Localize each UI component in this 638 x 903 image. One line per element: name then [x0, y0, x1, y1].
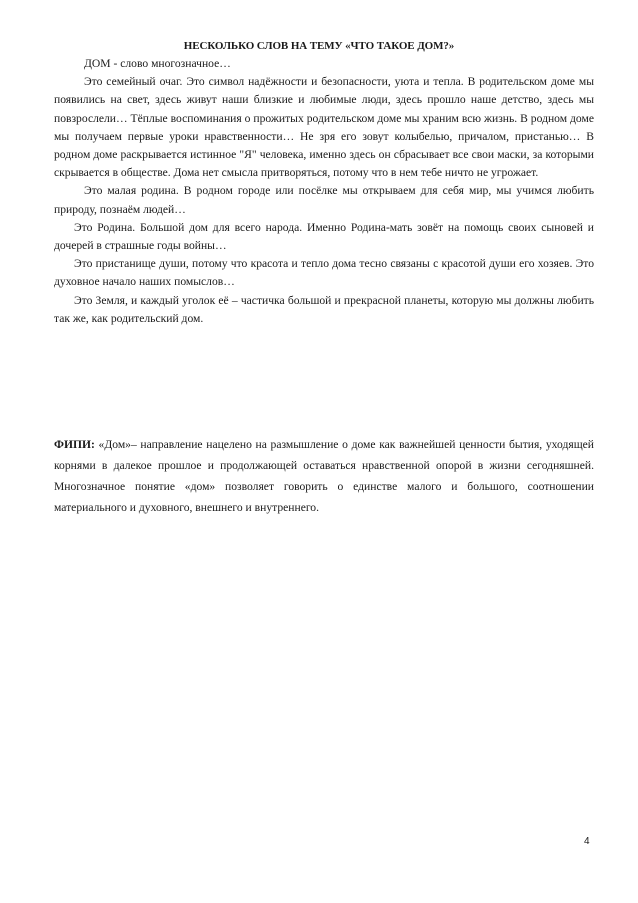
- page-number: 4: [584, 836, 590, 847]
- paragraph-small-homeland: Это малая родина. В родном городе или посёлке мы открываем для себя мир, мы учимся любить природу, познаём людей…: [54, 184, 594, 216]
- fipi-label: ФИПИ:: [54, 438, 95, 451]
- fipi-text: «Дом»– направление нацелено на размышление о доме как важнейшей ценности бытия, уходящей корнями в далекое прошлое и продолжающей оставаться нравственной опорой в жизни сегодняшней. Многозначное понятие «дом» позволяет говорить о единстве малого и большого, соотношении материального и духовного, внешнего и внутреннего.: [54, 438, 594, 514]
- paragraph-homeland: Это Родина. Большой дом для всего народа. Именно Родина-мать зовёт на помощь своих сыновей и дочерей в страшные годы войны…: [54, 220, 594, 253]
- paragraph-family-hearth: Это семейный очаг. Это символ надёжности и безопасности, уюта и тепла. В родительском доме мы появились на свет, здесь живут наши близкие и любимые люди, здесь прошло наше детство, здесь мы повзрослели… Тёплые воспоминания о прожитых родительском доме мы храним всю жизнь. В родном доме мы получаем первые уроки нравственности… Не зря его зовут колыбелью, причалом, пристанью… В родном доме раскрывается истинное "Я" человека, именно здесь он сбрасывает все свои маски, за которыми скрывается в обществе. Дома нет смысла притворяться, потому что в нем тебе ничто не угрожает.: [54, 75, 594, 180]
- document-title: НЕСКОЛЬКО СЛОВ НА ТЕМУ «ЧТО ТАКОЕ ДОМ?»: [183, 40, 455, 52]
- main-text-block: [54, 55, 594, 328]
- paragraph-earth: Это Земля, и каждый уголок её – частичка большой и прекрасной планеты, которую мы должны любить так же, как родительский дом.: [54, 293, 594, 325]
- paragraph-soul-refuge: Это пристанище души, потому что красота и тепло дома тесно связаны с красотой души его хозяев. Это духовное начало наших помыслов…: [54, 257, 594, 289]
- paragraph-intro: ДОМ - слово многозначное…: [84, 57, 231, 70]
- fipi-paragraph: [54, 434, 594, 518]
